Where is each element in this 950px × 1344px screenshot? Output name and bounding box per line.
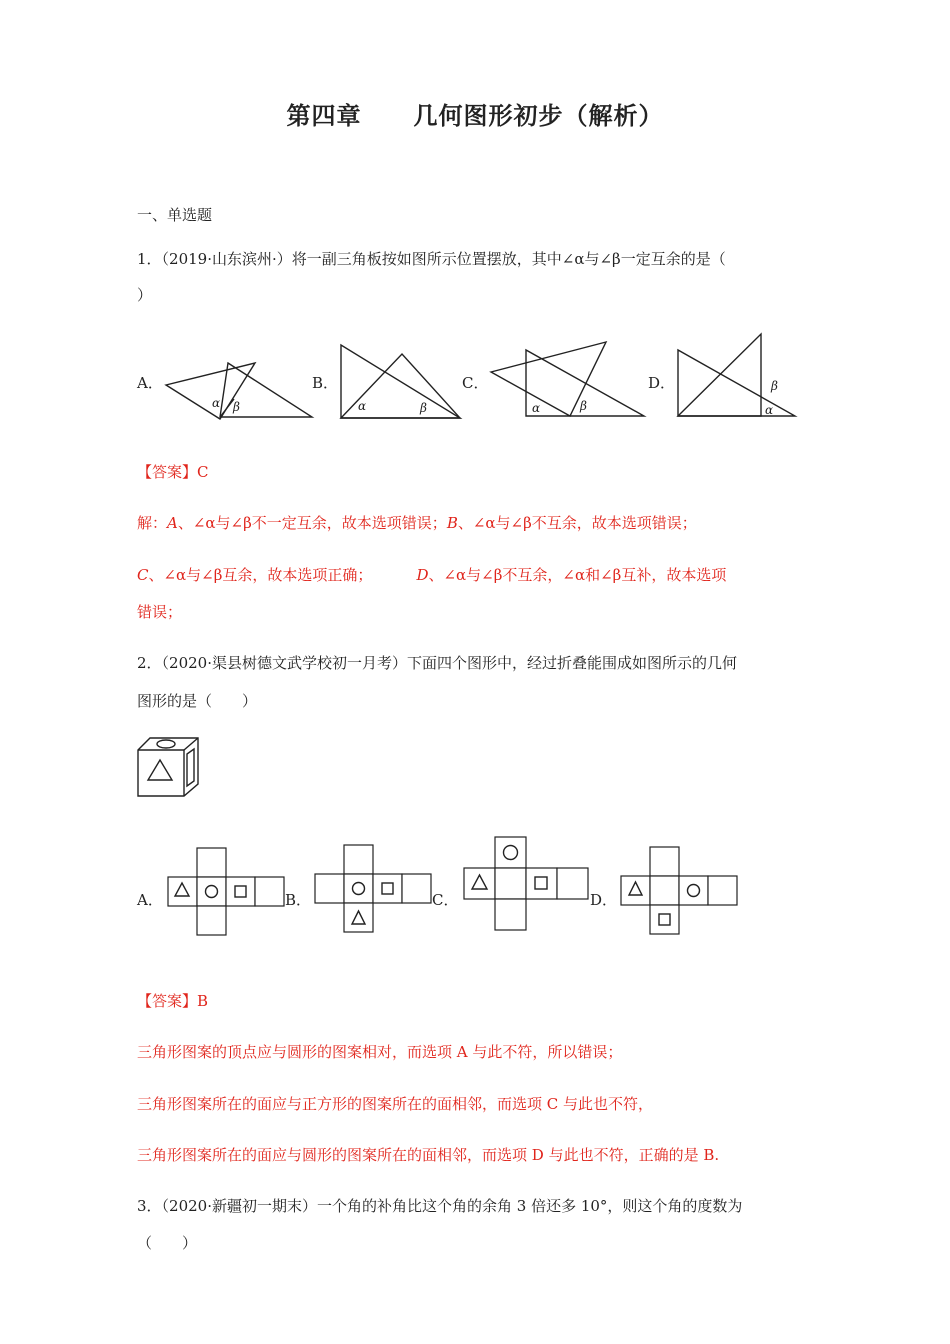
- q1-answer: 【答案】C: [137, 463, 209, 481]
- q1-option-d-label: D．: [648, 374, 676, 392]
- q1-explain-line3: 错误；: [137, 603, 183, 621]
- q1b-alpha: α: [358, 399, 367, 413]
- q1-option-a-label: A．: [137, 374, 163, 392]
- q1a-alpha: α: [212, 396, 221, 410]
- q1d-beta: β: [771, 379, 778, 393]
- q2-cube: [136, 736, 200, 800]
- page-title: [0, 96, 950, 131]
- q2-net-c: [463, 836, 593, 936]
- q1-text: 1．（2019·山东滨州·）将一副三角板按如图所示位置摆放，其中∠α与∠β一定互余的是（: [137, 250, 726, 268]
- cube-triangle-shape: [148, 760, 172, 780]
- cube-square-shape: [187, 749, 194, 786]
- q1-option-b-label: B．: [312, 374, 339, 392]
- q2-explain-line1: 三角形图案的顶点应与圆形的图案相对，而选项 A 与此不符，所以错误；: [137, 1043, 623, 1061]
- q1c-alpha: α: [532, 401, 541, 415]
- q2-net-d: [620, 846, 740, 936]
- q1-option-c-label: C．: [462, 374, 489, 392]
- q1-text-cont: ）: [137, 286, 153, 304]
- q1b-beta: β: [420, 401, 427, 415]
- q1-explain-line2: C、∠α与∠β互余，故本选项正确； D、∠α与∠β不互余，∠α和∠β互补，故本选项: [137, 566, 727, 584]
- q2-text: 2．（2020·渠县树德文武学校初一月考）下面四个图形中，经过折叠能围成如图所示的几何: [137, 654, 737, 672]
- section-heading: 一、单选题: [137, 206, 213, 224]
- chapter-title: 几何图形初步（解析）: [413, 102, 664, 130]
- q2-option-a-label: A．: [137, 891, 163, 909]
- q1c-beta: β: [580, 399, 587, 413]
- q2-explain-line3: 三角形图案所在的面应与圆形的图案所在的面相邻，而选项 D 与此也不符，正确的是 B.: [137, 1146, 720, 1164]
- q3-text-cont: （ ）: [137, 1234, 198, 1252]
- q2-option-c-label: C．: [432, 891, 459, 909]
- q3-text: 3．（2020·新疆初一期末）一个角的补角比这个角的余角 3 倍还多 10°，则这个角的度数为: [137, 1197, 743, 1215]
- cube-circle-shape: [157, 740, 175, 748]
- q2-net-b: [314, 844, 434, 934]
- q1-explain-line1: 解：A、∠α与∠β不一定互余，故本选项错误；B、∠α与∠β不互余，故本选项错误；: [137, 514, 697, 532]
- q2-option-b-label: B．: [285, 891, 312, 909]
- q2-explain-line2: 三角形图案所在的面应与正方形的图案所在的面相邻，而选项 C 与此也不符，: [137, 1095, 654, 1113]
- q2-answer: 【答案】B: [137, 992, 209, 1010]
- q1-figure-d: [675, 332, 800, 420]
- q2-text-cont: 图形的是（ ）: [137, 692, 258, 710]
- q1-figure-c: [488, 338, 648, 420]
- q1d-alpha: α: [765, 403, 774, 417]
- chapter-label: 第四章: [286, 102, 362, 130]
- q1a-beta: β: [233, 400, 240, 414]
- q2-net-a: [167, 846, 287, 936]
- q1-figure-a: [160, 355, 320, 425]
- q1-figure-b: [338, 342, 463, 422]
- q2-option-d-label: D．: [590, 891, 618, 909]
